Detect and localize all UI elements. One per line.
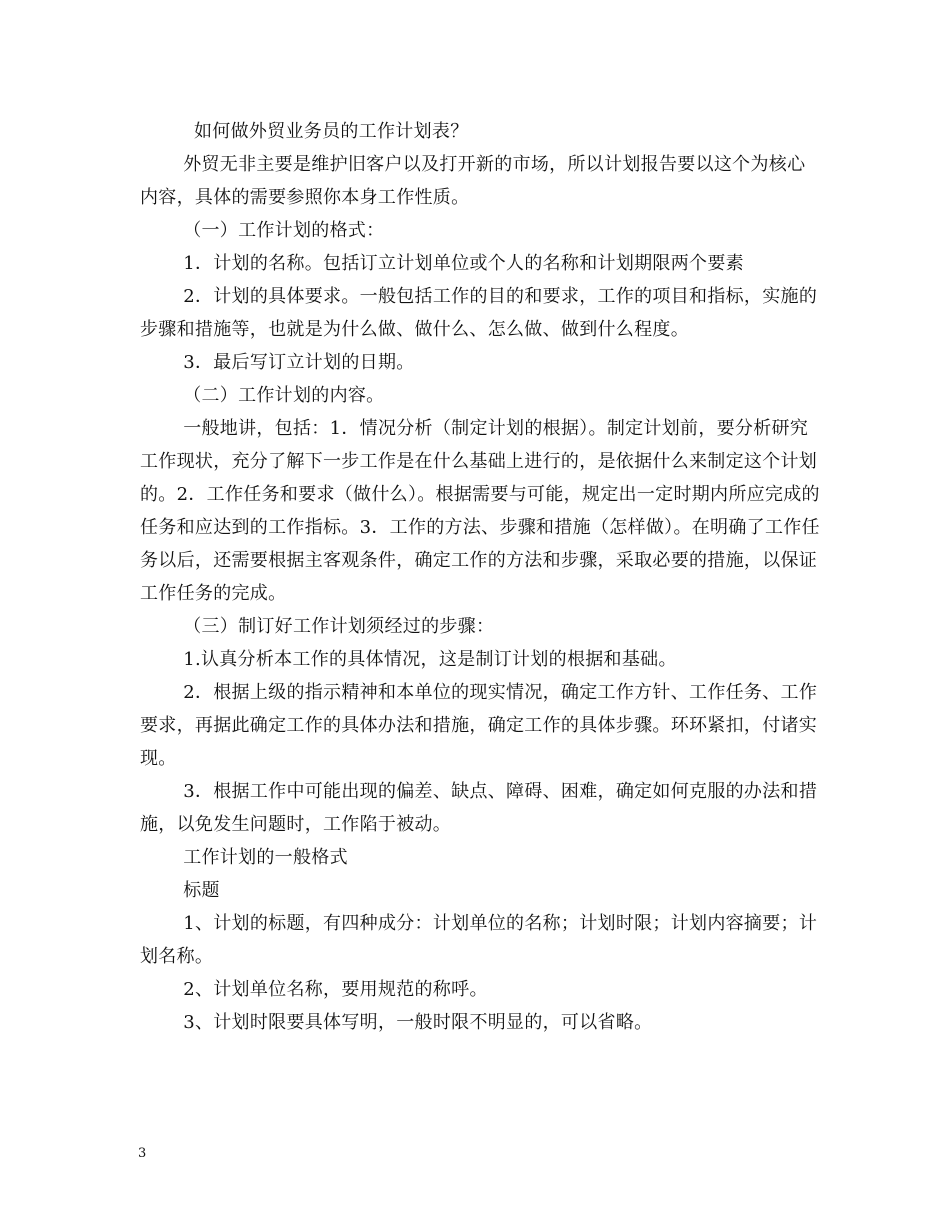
paragraph-section-2-heading: （二）工作计划的内容。 <box>183 385 385 406</box>
paragraph-step-3: 3．根据工作中可能出现的偏差、缺点、障碍、困难，确定如何克服的办法和措施，以免发生问题时，工作陷于被动。 <box>140 781 818 835</box>
page-number: 3 <box>138 1146 147 1161</box>
paragraph-step-2: 2．根据上级的指示精神和本单位的现实情况，确定工作方针、工作任务、工作要求，再据此确定工作的具体办法和措施，确定工作的具体步骤。环环紧扣，付诸实现。 <box>140 682 818 769</box>
paragraph-content-description: 一般地讲，包括：1．情况分析（制定计划的根据）。制定计划前，要分析研究工作现状，充分了解下一步工作是在什么基础上进行的，是依据什么来制定这个计划的。2．工作任务和要求（做什么）。根据需要与可能，规定出一定时期内所应完成的任务和应达到的工作指标。3．工作的方法、步骤和措施（怎样做）。在明确了工作任务以后，还需要根据主客观条件，确定工作的方法和步骤，采取必要的措施，以保证工作任务的完成。 <box>140 418 820 604</box>
paragraph-format-item-1: 1．计划的名称。包括订立计划单位或个人的名称和计划期限两个要素 <box>183 253 744 274</box>
paragraph-title-item-2: 2、计划单位名称，要用规范的称呼。 <box>183 979 488 1000</box>
paragraph-format-item-3: 3．最后写订立计划的日期。 <box>183 352 415 373</box>
paragraph-section-1-heading: （一）工作计划的格式： <box>183 220 385 241</box>
paragraph-question-title: 如何做外贸业务员的工作计划表？ <box>194 121 469 142</box>
paragraph-title-label: 标题 <box>183 880 220 901</box>
paragraph-format-item-2: 2．计划的具体要求。一般包括工作的目的和要求，工作的项目和指标，实施的步骤和措施等，也就是为什么做、做什么、怎么做、做到什么程度。 <box>140 286 818 340</box>
paragraph-intro: 外贸无非主要是维护旧客户以及打开新的市场，所以计划报告要以这个为核心内容，具体的需要参照你本身工作性质。 <box>140 154 806 208</box>
paragraph-title-item-3: 3、计划时限要具体写明，一般时限不明显的，可以省略。 <box>183 1012 653 1033</box>
paragraph-title-item-1: 1、计划的标题，有四种成分：计划单位的名称；计划时限；计划内容摘要；计划名称。 <box>140 913 818 967</box>
paragraph-general-format-heading: 工作计划的一般格式 <box>183 847 348 868</box>
paragraph-step-1: 1.认真分析本工作的具体情况，这是制订计划的根据和基础。 <box>183 649 677 670</box>
document-body <box>140 115 820 1039</box>
paragraph-section-3-heading: （三）制订好工作计划须经过的步骤： <box>183 616 495 637</box>
